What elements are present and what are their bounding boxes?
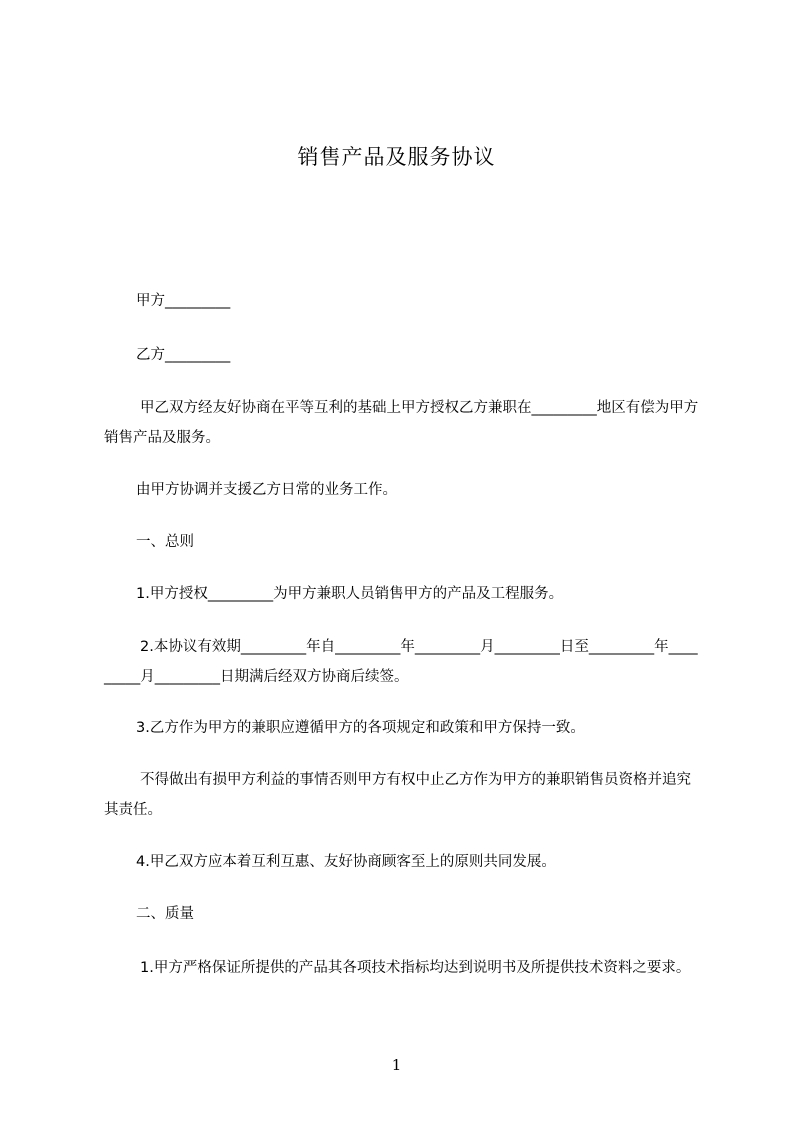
page-number: 1	[391, 1056, 402, 1074]
intro-paragraph: 甲乙双方经友好协商在平等互利的基础上甲方授权乙方兼职在_________地区有偿为甲方销售产品及服务。	[104, 400, 699, 446]
general-clause-1: 1.甲方授权_________为甲方兼职人员销售甲方的产品及工程服务。	[136, 586, 564, 602]
general-clause-3: 3.乙方作为甲方的兼职应遵循甲方的各项规定和政策和甲方保持一致。	[136, 720, 585, 736]
section-heading-general: 一、总则	[136, 534, 194, 550]
party-b-line: 乙方_________	[136, 347, 231, 363]
general-clause-4: 4.甲乙双方应本着互利互惠、友好协商顾客至上的原则共同发展。	[136, 854, 556, 870]
support-paragraph: 由甲方协调并支援乙方日常的业务工作。	[136, 482, 397, 498]
document-title: 销售产品及服务协议	[297, 145, 496, 169]
general-clause-3-continued: 不得做出有损甲方利益的事情否则甲方有权中止乙方作为甲方的兼职销售员资格并追究其责任。	[104, 772, 691, 818]
general-clause-2: 2.本协议有效期_________年自_________年_________月_________日至_________年_________月_________日期满后经双方协商后续签。	[104, 639, 698, 685]
quality-clause-1: 1.甲方严格保证所提供的产品其各项技术指标均达到说明书及所提供技术资料之要求。	[140, 960, 691, 976]
party-a-line: 甲方_________	[136, 293, 231, 309]
section-heading-quality: 二、质量	[136, 906, 194, 922]
